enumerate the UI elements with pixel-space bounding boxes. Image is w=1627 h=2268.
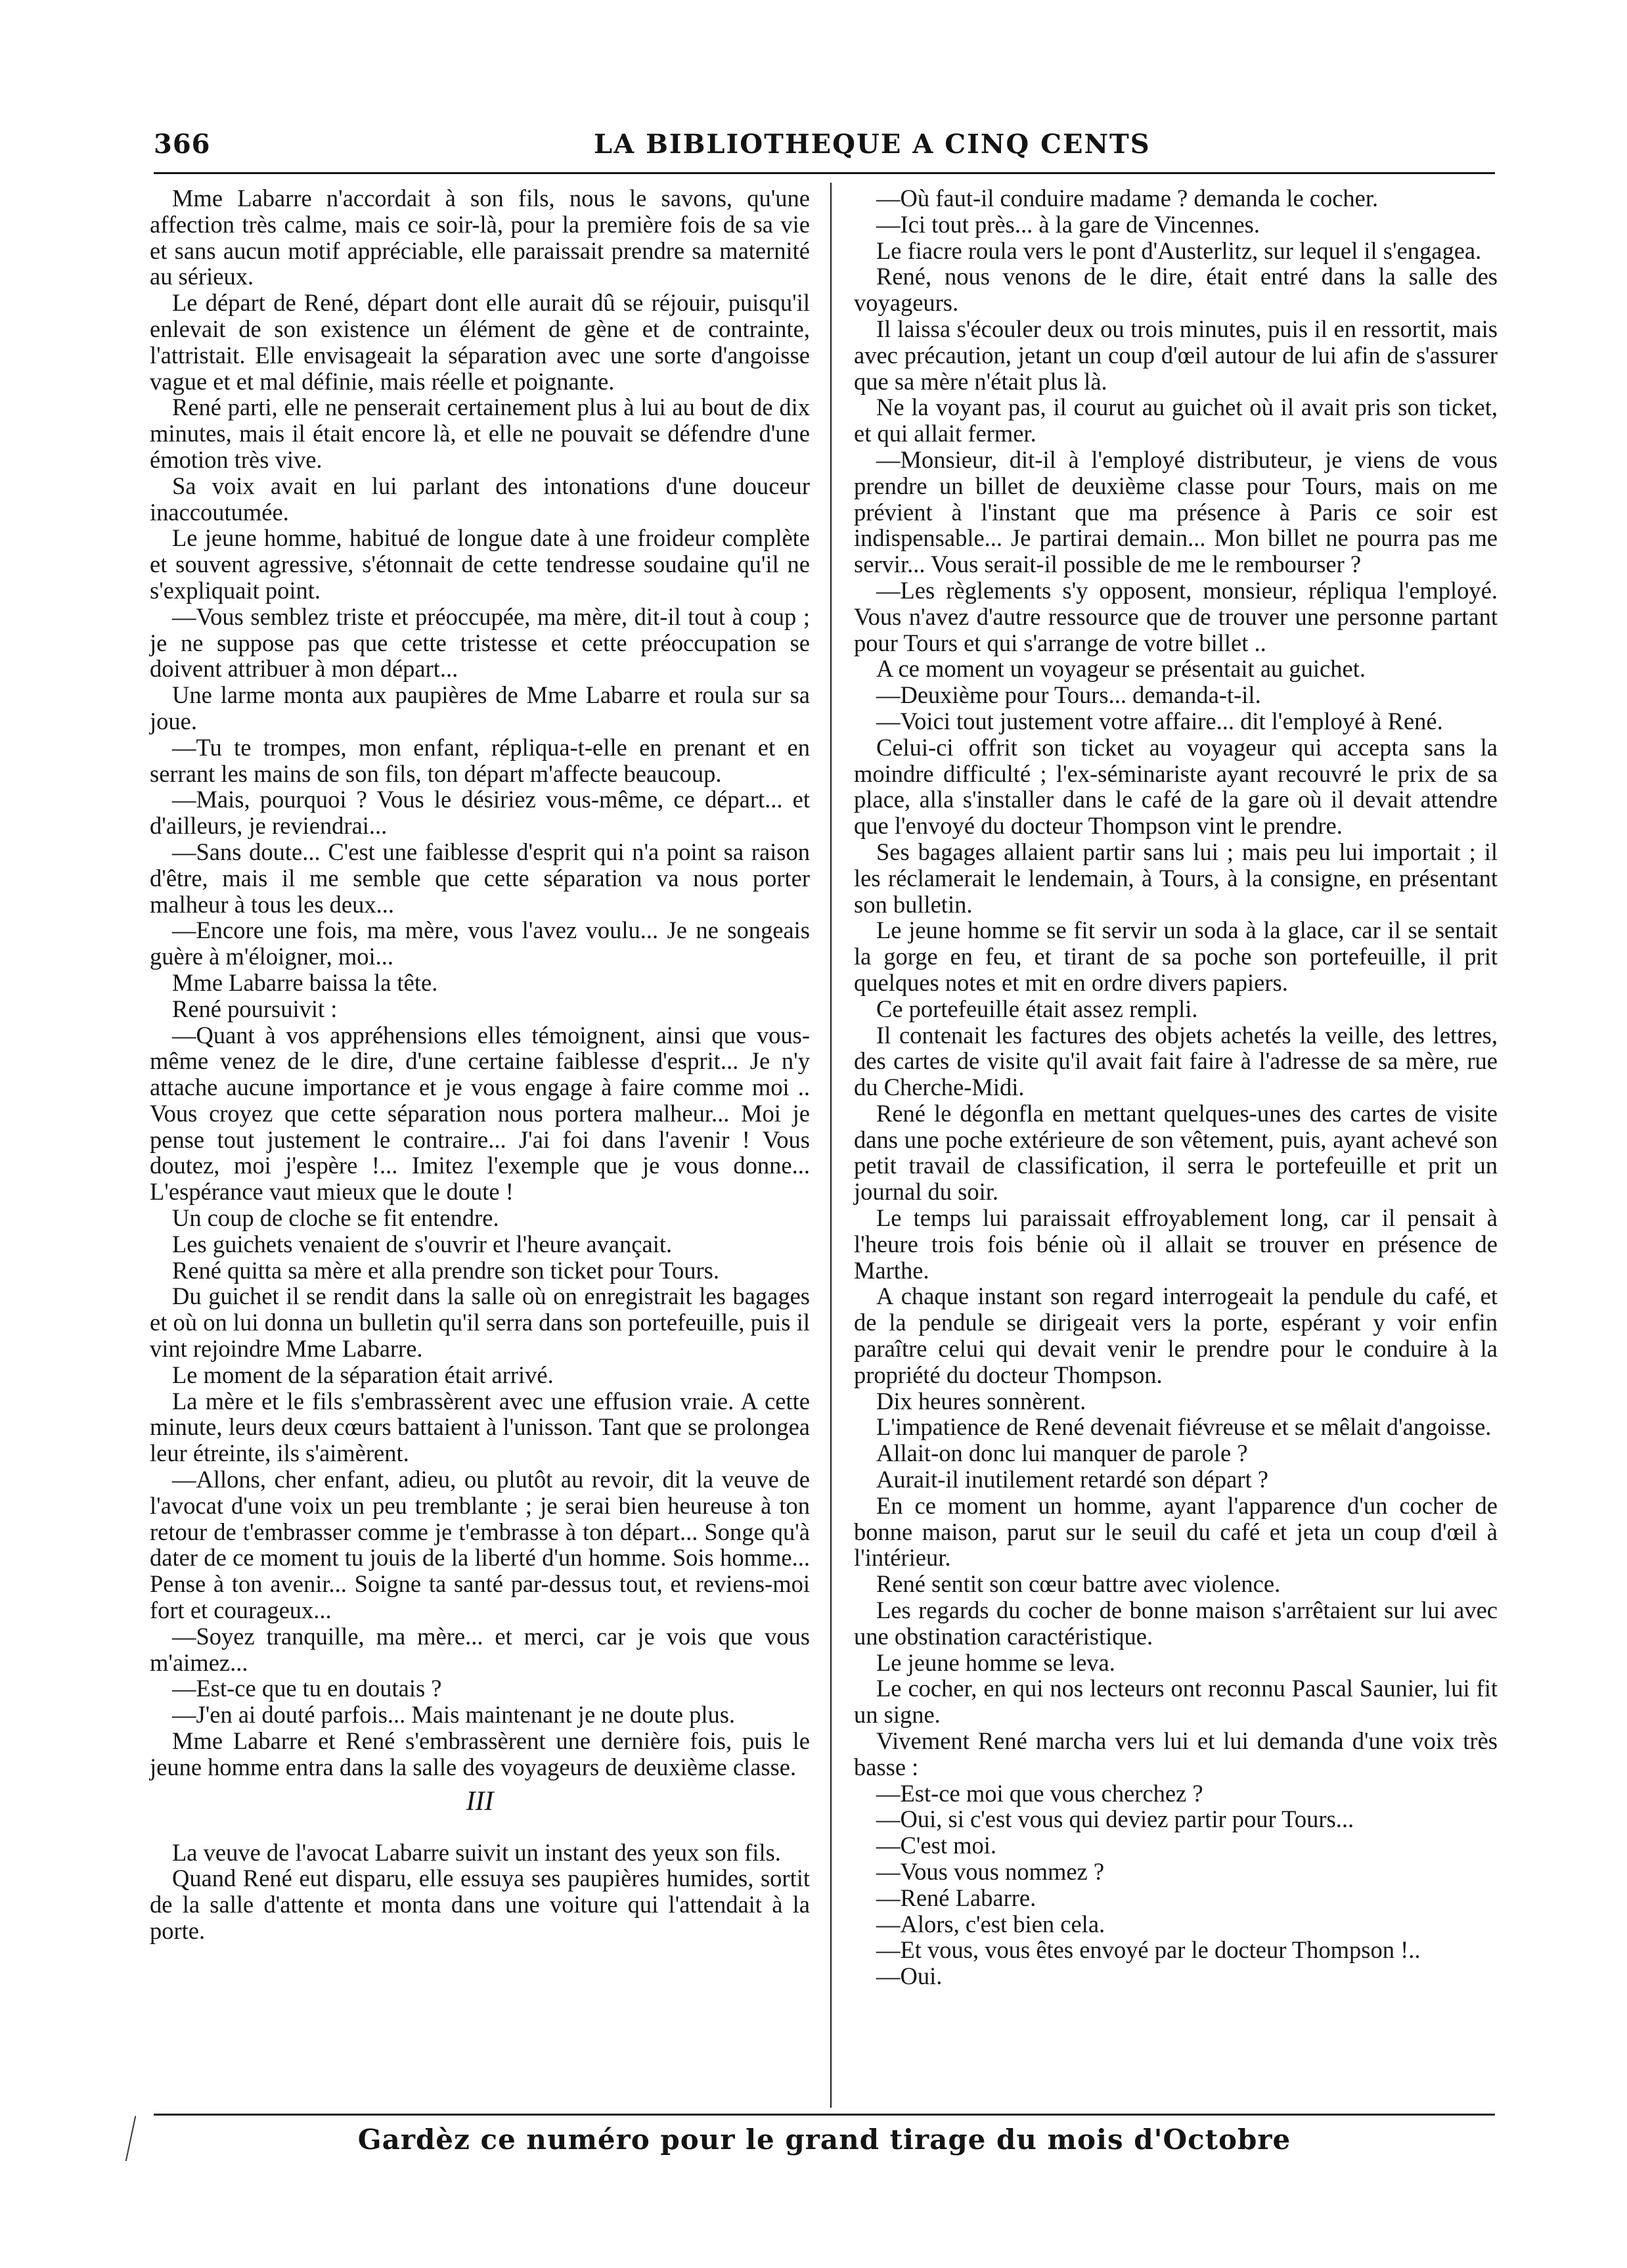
paragraph: En ce moment un homme, ayant l'apparence d'un cocher de bonne maison, parut sur le seuil du café et jeta un coup d'œil à l'intérieur. [854,1491,1498,1572]
paragraph: —Vous semblez triste et préoccupée, ma mère, dit-il tout à coup ; je ne suppose pas que cette tristesse et cette préoccupation se doivent attribuer à mon départ... [150,602,810,683]
paragraph: —Allons, cher enfant, adieu, ou plutôt au revoir, dit la veuve de l'avocat d'une voix un peu tremblante ; je serai bien heureuse à ton retour de t'embrasser comme je t'embrasse à ton départ... Songe qu'à dater de ce moment tu jouis de la liberté d'un homme. Sois homme... Pense à ton avenir... Soigne ta santé par-dessus tout, et reviens-moi fort et courageux... [150,1466,810,1624]
paragraph: —Oui, si c'est vous qui deviez partir pour Tours... [876,1805,1354,1833]
paragraph: Les guichets venaient de s'ouvrir et l'heure avançait. [172,1230,673,1258]
paragraph: Le temps lui paraissait effroyablement long, car il pensait à l'heure trois fois bénie où il allait se trouver en présence de Marthe. [854,1204,1498,1284]
paragraph: —Où faut-il conduire madame ? demanda le cocher. [876,185,1379,212]
paragraph: A chaque instant son regard interrogeait la pendule du café, et de la pendule se dirigeait vers la porte, espérant y voir enfin paraître celui qui devait venir le prendre pour le conduire à la propriété du docteur Thompson. [854,1282,1498,1388]
paragraph: Le jeune homme se fit servir un soda à la glace, car il se sentait la gorge en feu, et tirant de sa poche son portefeuille, il prit quelques notes et mit en ordre divers papiers. [854,917,1498,996]
paragraph: —Oui. [876,1962,943,1990]
paragraph: La veuve de l'avocat Labarre suivit un instant des yeux son fils. [172,1838,781,1866]
paragraph: —Monsieur, dit-il à l'employé distributeur, je viens de vous prendre un billet de deuxième classe pour Tours, mais on me prévient à l'instant que ma présence à Paris ce soir est indispensable... Je partirai demain... Mon billet ne pourra pas me servir... Vous serait-il possible de me le rembourser ? [854,445,1498,578]
paragraph: René parti, elle ne penserait certainement plus à lui au bout de dix minutes, mais il était encore là, et elle ne pouvait se défendre d'une émotion très vive. [150,394,810,473]
paragraph: —Ici tout près... à la gare de Vincennes. [876,210,1260,238]
paragraph: —Les règlements s'y opposent, monsieur, répliqua l'employé. Vous n'avez d'autre ressource que de trouver une personne partant pour Tours et qui s'arrange de votre billet .. [854,576,1498,656]
paragraph: Ce portefeuille était assez rempli. [876,995,1198,1022]
paragraph: Le cocher, en qui nos lecteurs ont reconnu Pascal Saunier, lui fit un signe. [854,1675,1498,1729]
paragraph: Le jeune homme se leva. [876,1648,1115,1676]
paragraph: —Et vous, vous êtes envoyé par le docteur Thompson !.. [876,1936,1421,1964]
paragraph: René quitta sa mère et alla prendre son ticket pour Tours. [172,1256,719,1284]
paragraph: —Encore une fois, ma mère, vous l'avez voulu... Je ne songeais guère à m'éloigner, moi... [150,917,810,970]
paragraph: Il contenait les factures des objets achetés la veille, des lettres, des cartes de visite qu'il avait fait faire à l'adresse de sa mère, rue du Cherche-Midi. [854,1021,1498,1101]
paragraph: Allait-on donc lui manquer de parole ? [876,1440,1248,1467]
paragraph: —Alors, c'est bien cela. [876,1910,1105,1938]
paragraph: Celui-ci offrit son ticket au voyageur qui accepta sans la moindre difficulté ; l'ex-séminariste ayant recouvré le prix de sa place, alla s'installer dans le café de la gare où il devait attendre que l'envoyé du docteur Thompson vint le prendre. [854,733,1498,840]
paragraph: A ce moment un voyageur se présentait au guichet. [876,655,1366,683]
paragraph: Le fiacre roula vers le pont d'Austerlitz, sur lequel il s'engagea. [876,237,1482,264]
paragraph: Mme Labarre baissa la tête. [172,968,438,996]
paragraph: —Soyez tranquille, ma mère... et merci, car je vois que vous m'aimez... [150,1622,810,1676]
paragraph: Ses bagages allaient partir sans lui ; mais peu lui importait ; il les réclamerait le lendemain, à Tours, à la consigne, en présentant son bulletin. [854,838,1498,918]
paragraph: —Tu te trompes, mon enfant, répliqua-t-elle en prenant et en serrant les mains de son fils, ton départ m'affecte beaucoup. [150,733,810,787]
paragraph: —Est-ce que tu en doutais ? [172,1675,442,1702]
paragraph: Sa voix avait en lui parlant des intonations d'une douceur inaccoutumée. [150,472,810,526]
paragraph: Le jeune homme, habitué de longue date à une froideur complète et souvent agressive, s'étonnait de cette tendresse soudaine qu'il ne s'expliquait point. [150,524,810,604]
margin-mark [125,2116,137,2162]
paragraph: Mme Labarre n'accordait à son fils, nous le savons, qu'une affection très calme, mais ce soir-là, pour la première fois de sa vie et sans aucun motif appréciable, elle paraissait prendre sa maternité au sérieux. [150,185,810,290]
paragraph: —Deuxième pour Tours... demanda-t-il. [876,681,1261,709]
paragraph: Le moment de la séparation était arrivé. [172,1361,554,1388]
paragraph: Aurait-il inutilement retardé son départ ? [876,1466,1268,1493]
paragraph: Une larme monta aux paupières de Mme Labarre et roula sur sa joue. [150,681,810,735]
header-rule [154,172,1495,174]
paragraph: —Quant à vos appréhensions elles témoignent, ainsi que vous-même venez de le dire, d'une certaine faiblesse d'esprit... Je n'y attache aucune importance et je vous engage à faire comme moi .. Vous croyez que cette séparation nous portera malheur... Moi je pense tout justement le contraire... J'ai foi dans l'avenir ! Vous doutez, moi j'espère !... Imitez l'exemple que je vous donne... L'espérance vaut mieux que le doute ! [150,1021,810,1206]
column-divider [830,183,832,2108]
paragraph: René le dégonfla en mettant quelques-unes des cartes de visite dans une poche extérieure de son vêtement, puis, ayant achevé son petit travail de classification, il serra le portefeuille et prit un journal du soir. [854,1099,1498,1206]
footer-notice: Gardèz ce numéro pour le grand tirage du mois d'Octobre [357,2123,1291,2156]
footer-rule [154,2114,1495,2116]
paragraph: Il laissa s'écouler deux ou trois minutes, puis il en ressortit, mais avec précaution, jetant un coup d'œil autour de lui afin de s'assurer que sa mère n'était plus là. [854,315,1498,395]
paragraph: Ne la voyant pas, il courut au guichet où il avait pris son ticket, et qui allait fermer. [854,394,1498,447]
paragraph: —Vous vous nommez ? [876,1858,1105,1885]
paragraph: Vivement René marcha vers lui et lui demanda d'une voix très basse : [854,1727,1498,1780]
left-column [150,185,810,1944]
paragraph: Les regards du cocher de bonne maison s'arrêtaient sur lui avec une obstination caractéristique. [854,1597,1498,1650]
paragraph: Le départ de René, départ dont elle aurait dû se réjouir, puisqu'il enlevait de son existence un élément de gène et de contrainte, l'attristait. Elle envisageait la séparation avec une sorte d'angoisse vague et et mal définie, mais réelle et poignante. [150,289,810,395]
paragraph: —Mais, pourquoi ? Vous le désiriez vous-même, ce départ... et d'ailleurs, je reviendrai... [150,786,810,840]
paragraph: —Sans doute... C'est une faiblesse d'esprit qui n'a point sa raison d'être, mais il me semble que cette séparation va nous porter malheur à tous les deux... [150,838,810,918]
page-header [154,126,1495,172]
paragraph: Quand René eut disparu, elle essuya ses paupières humides, sortit de la salle d'attente et monta dans une voiture qui l'attendait à la porte. [150,1865,810,1944]
page-number: 366 [154,129,211,160]
paragraph: René poursuivit : [172,995,338,1022]
paragraph: Mme Labarre et René s'embrassèrent une dernière fois, puis le jeune homme entra dans la salle des voyageurs de deuxième classe. [150,1727,810,1780]
paragraph: Un coup de cloche se fit entendre. [172,1204,499,1232]
right-column [854,185,1498,1989]
paragraph: La mère et le fils s'embrassèrent avec une effusion vraie. A cette minute, leurs deux cœurs battaient à l'unisson. Tant que se prolongea leur étreinte, ils s'aimèrent. [150,1387,810,1467]
paragraph: —Voici tout justement votre affaire... dit l'employé à René. [876,707,1443,735]
section-heading: III [466,1786,494,1817]
running-title: LA BIBLIOTHEQUE A CINQ CENTS [594,129,1151,160]
paragraph: —René Labarre. [876,1884,1036,1911]
paragraph: L'impatience de René devenait fiévreuse et se mêlait d'angoisse. [876,1413,1492,1441]
paragraph: René, nous venons de le dire, était entré dans la salle des voyageurs. [854,263,1498,317]
paragraph: —Est-ce moi que vous cherchez ? [876,1779,1203,1807]
paragraph: —C'est moi. [876,1832,996,1859]
paragraph: Dix heures sonnèrent. [876,1387,1086,1415]
paragraph: Du guichet il se rendit dans la salle où on enregistrait les bagages et où on lui donna un bulletin qu'il serra dans son portefeuille, puis il vint rejoindre Mme Labarre. [150,1282,810,1363]
paragraph: —J'en ai douté parfois... Mais maintenant je ne doute plus. [172,1701,736,1729]
paragraph: René sentit son cœur battre avec violence. [876,1570,1281,1598]
